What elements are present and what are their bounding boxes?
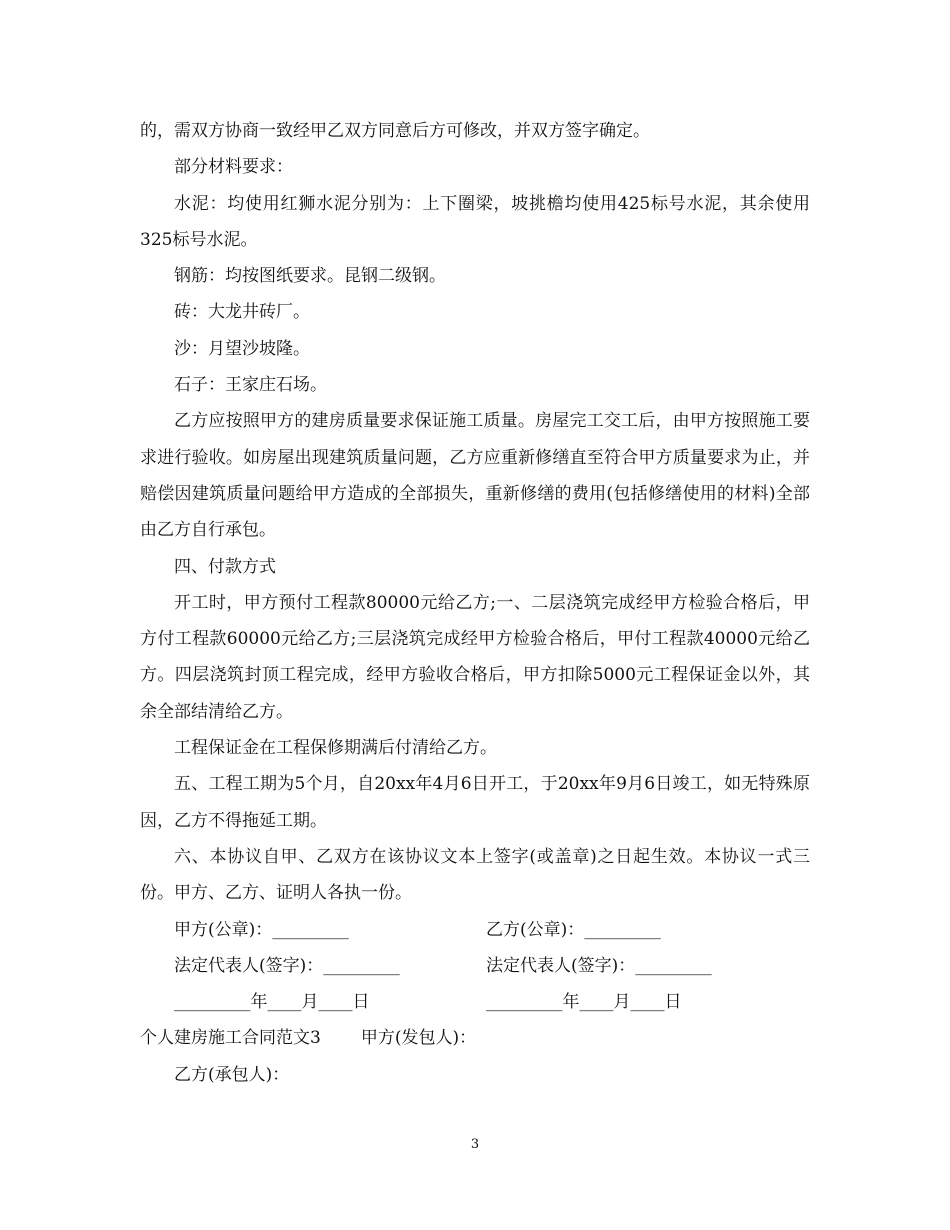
party-a-representative-field: 法定代表人(签字)：_________ xyxy=(174,955,400,976)
party-a-seal-field: 甲方(公章)：_________ xyxy=(174,919,349,940)
next-section-header xyxy=(140,1020,810,1056)
party-a-date-field: _________年____月____日 xyxy=(174,992,370,1013)
paragraph-warranty-deposit: 工程保证金在工程保修期满后付清给乙方。 xyxy=(174,738,497,759)
paragraph-effectiveness: 六、本协议自甲、乙双方在该协议文本上签字(或盖章)之日起生效。本协议一式三份。甲方、乙方、证明人各执一份。 xyxy=(140,846,810,904)
paragraph-continuation: 的，需双方协商一致经甲乙双方同意后方可修改，并双方签字确定。 xyxy=(140,121,650,141)
page-number: 3 xyxy=(470,1137,480,1152)
paragraph-steel: 钢筋：均按图纸要求。昆钢二级钢。 xyxy=(174,266,446,287)
document-body xyxy=(140,113,810,1093)
party-b-representative-field: 法定代表人(签字)：_________ xyxy=(486,955,712,976)
next-section-party-a: 甲方(发包人)： xyxy=(360,1028,477,1049)
signature-row-date xyxy=(140,984,810,1020)
party-b-seal-field: 乙方(公章)：_________ xyxy=(486,919,661,940)
paragraph-quality: 乙方应按照甲方的建房质量要求保证施工质量。房屋完工交工后，由甲方按照施工要求进行验收。如房屋出现建筑质量问题，乙方应重新修缮直至符合甲方质量要求为止，并赔偿因建筑质量问题给甲方造成的全部损失，重新修缮的费用(包括修缮使用的材料)全部由乙方自行承包。 xyxy=(140,411,810,541)
section-heading-payment: 四、付款方式 xyxy=(174,556,276,577)
paragraph-cement: 水泥：均使用红狮水泥分别为：上下圈梁，坡挑檐均使用425标号水泥，其余使用325标号水泥。 xyxy=(140,193,810,250)
paragraph-payment: 开工时，甲方预付工程款80000元给乙方;一、二层浇筑完成经甲方检验合格后，甲方付工程款60000元给乙方;三层浇筑完成经甲方检验合格后，甲付工程款40000元给乙方。四层浇筑封顶工程完成，经甲方验收合格后，甲方扣除5000元工程保证金以外，其余全部结清给乙方。 xyxy=(140,592,810,722)
next-section-party-b: 乙方(承包人)： xyxy=(174,1064,290,1085)
next-section-title: 个人建房施工合同范文3 xyxy=(140,1028,321,1049)
paragraph-brick: 砖：大龙井砖厂。 xyxy=(174,302,310,323)
signature-row-seal xyxy=(140,912,810,948)
paragraph-materials-heading: 部分材料要求： xyxy=(174,157,293,178)
paragraph-stone: 石子：王家庄石场。 xyxy=(174,375,327,396)
party-b-date-field: _________年____月____日 xyxy=(486,992,682,1013)
paragraph-schedule: 五、工程工期为5个月，自20xx年4月6日开工，于20xx年9月6日竣工，如无特殊原因，乙方不得拖延工期。 xyxy=(140,774,810,831)
paragraph-sand: 沙：月望沙坡隆。 xyxy=(174,338,310,359)
signature-row-representative xyxy=(140,948,810,984)
